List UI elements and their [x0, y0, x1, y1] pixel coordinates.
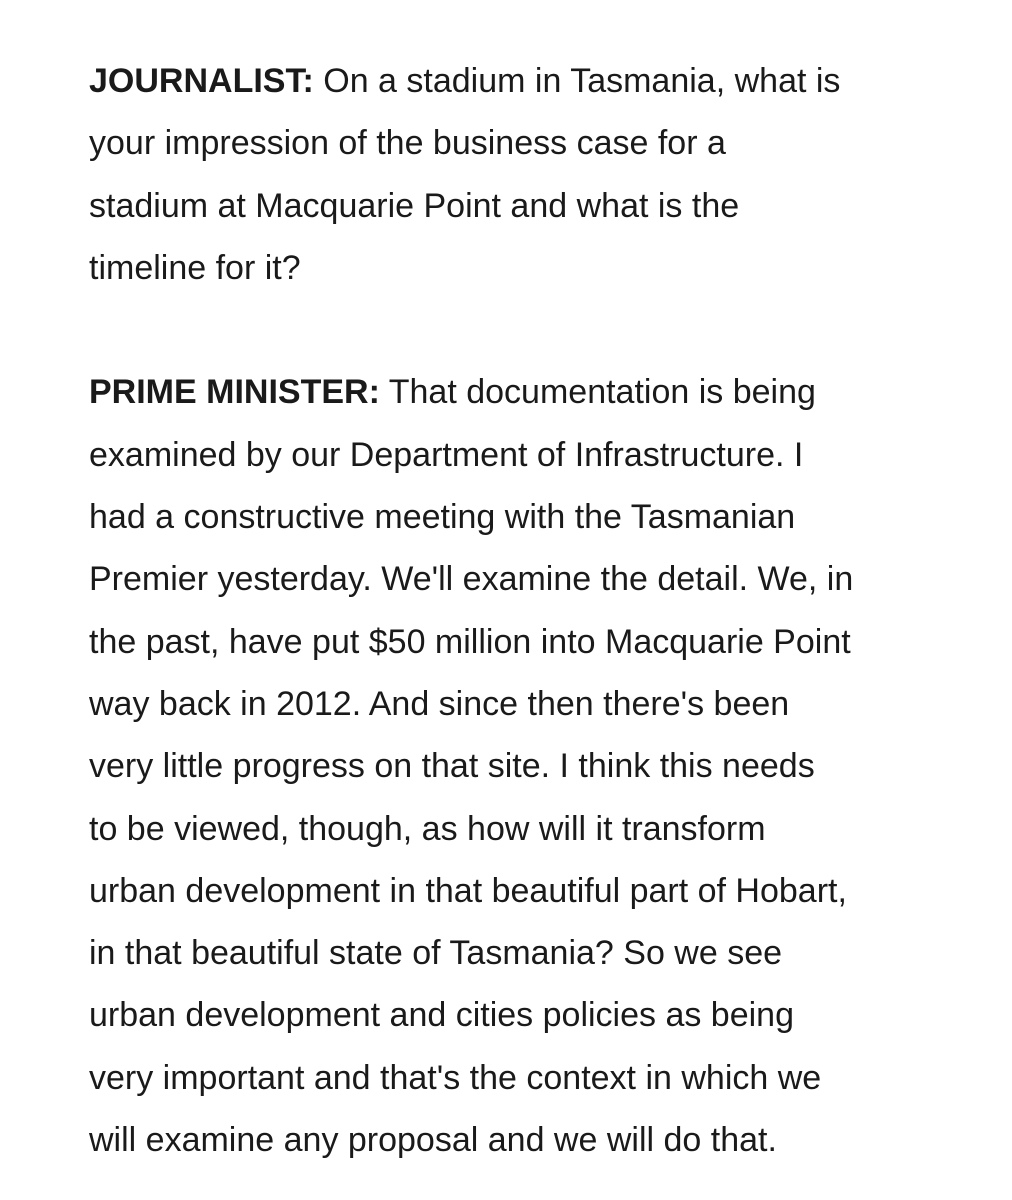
text-line: very little progress on that site. I think this needs [89, 747, 815, 786]
prime-minister-answer [89, 361, 989, 1171]
text-line: way back in 2012. And since then there's been [89, 684, 790, 723]
text-line: will examine any proposal and we will do that. [89, 1121, 777, 1160]
speaker-label: PRIME MINISTER: [89, 373, 380, 412]
text-line [89, 361, 989, 423]
journalist-question [89, 50, 989, 299]
text-line: Premier yesterday. We'll examine the detail. We, in [89, 560, 854, 599]
text-line: urban development and cities policies as being [89, 996, 795, 1035]
text-line: to be viewed, though, as how will it transform [89, 809, 766, 848]
text-line: in that beautiful state of Tasmania? So we see [89, 934, 783, 973]
text-line: your impression of the business case for a [89, 124, 726, 163]
speaker-label: JOURNALIST: [89, 62, 314, 100]
text-line: the past, have put $50 million into Macquarie Point [89, 622, 851, 661]
text-line: timeline for it? [89, 248, 301, 287]
text-line: very important and that's the context in which we [89, 1058, 822, 1097]
transcript [89, 50, 989, 1171]
text-line [89, 50, 989, 112]
text-line: stadium at Macquarie Point and what is the [89, 186, 740, 225]
text-fragment: That documentation is being [388, 373, 816, 412]
text-line: urban development in that beautiful part of Hobart, [89, 871, 847, 910]
paragraph-gap [89, 299, 989, 361]
text-fragment: On a stadium in Tasmania, what is [323, 62, 841, 100]
text-line: had a constructive meeting with the Tasmanian [89, 498, 796, 537]
text-line: examined by our Department of Infrastructure. I [89, 435, 804, 474]
